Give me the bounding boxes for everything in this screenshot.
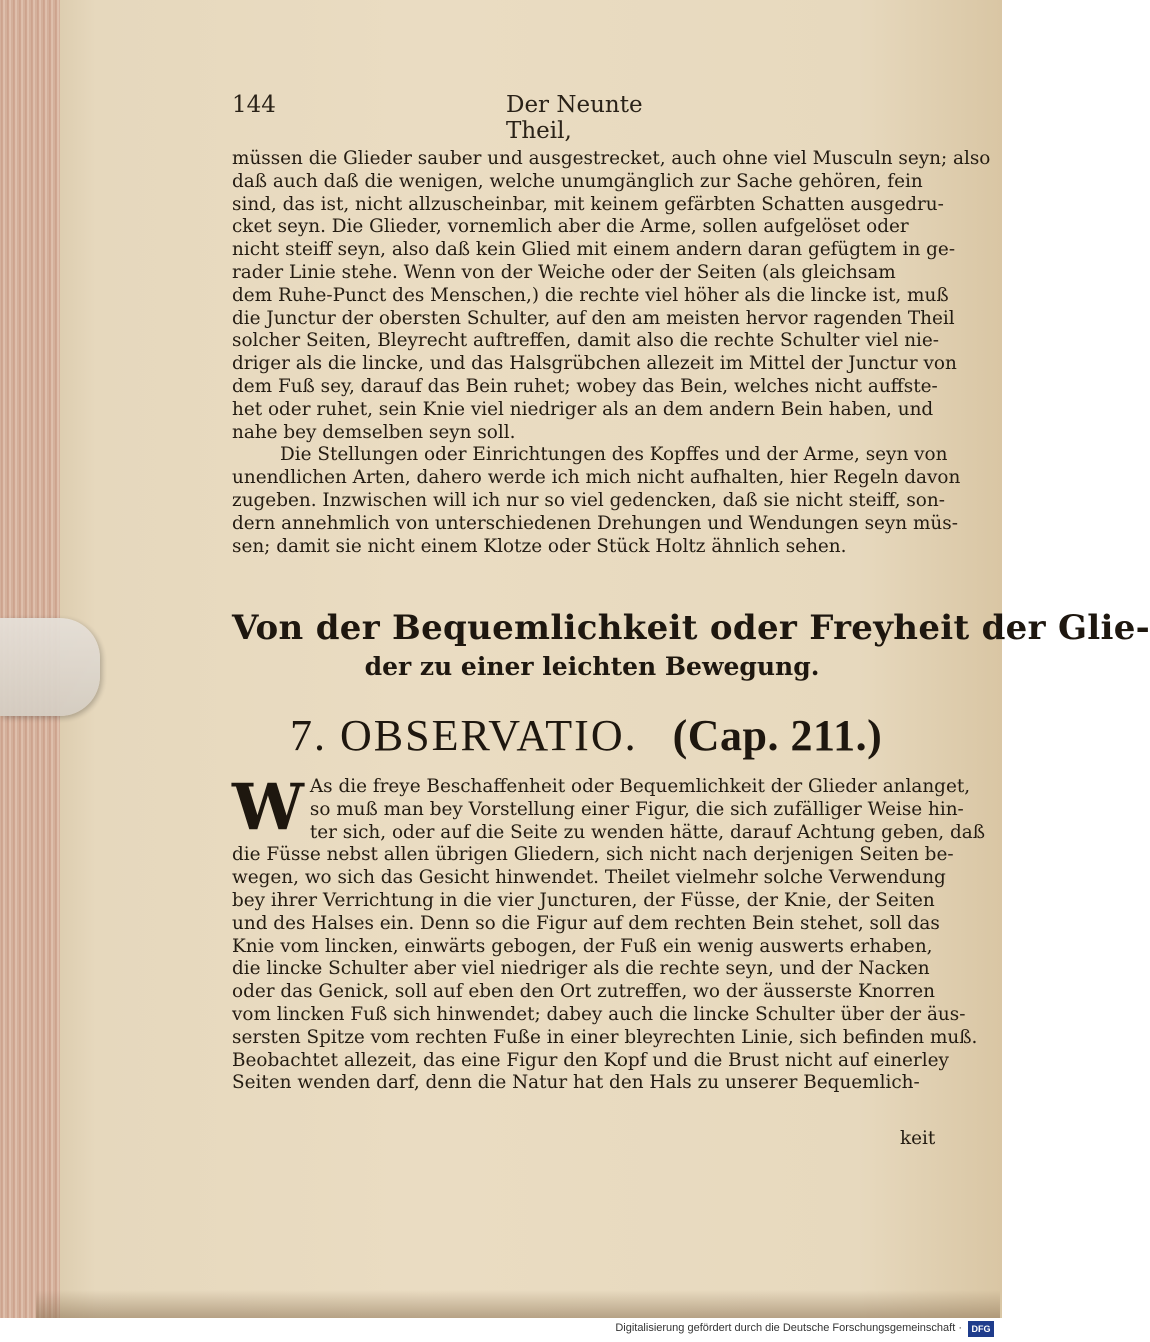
running-head: Der Neunte Theil, — [506, 92, 643, 144]
text-line: so muß man bey Vorstellung einer Figur, die sich zufälliger Weise hin- — [309, 798, 964, 820]
text-line: dem Ruhe-Punct des Menschen,) die rechte viel höher als die lincke ist, muß — [232, 284, 949, 306]
section-heading-line-2: der zu einer leichten Bewegung. — [364, 652, 820, 681]
section-heading-line-1: Von der Bequemlichkeit oder Freyheit der Glie- — [232, 608, 1150, 648]
text-line: Knie vom lincken, einwärts gebogen, der Fuß ein wenig auswerts erhaben, — [232, 935, 933, 957]
footer-bar — [0, 1318, 1000, 1342]
text-line: As die freye Beschaffenheit oder Bequemlichkeit der Glieder anlanget, — [309, 776, 971, 797]
text-line: nicht steiff seyn, also daß kein Glied mit einem andern daran gefügtem in ge- — [232, 239, 956, 261]
text-line: die Füsse nebst allen übrigen Gliedern, sich nicht nach derjenigen Seiten be- — [232, 844, 954, 866]
text-line: ter sich, oder auf die Seite zu wenden hätte, darauf Achtung geben, daß — [309, 821, 985, 843]
page-header — [232, 92, 702, 144]
text-line: bey ihrer Verrichtung in die vier Juncturen, der Füsse, der Knie, der Seiten — [232, 889, 935, 911]
text-line: Seiten wenden darf, denn die Natur hat den Hals zu unserer Bequemlich- — [232, 1072, 920, 1094]
paragraph-1 — [232, 148, 991, 558]
page-marker-tab — [0, 618, 100, 716]
chapter-reference: (Cap. 211.) — [672, 711, 883, 760]
text-line: daß auch daß die wenigen, welche unumgänglich zur Sache gehören, fein — [232, 170, 923, 192]
page-number: 144 — [232, 92, 276, 118]
observatio-label: 7. OBSERVATIO. — [290, 711, 638, 760]
text-line: dern annehmlich von unterschiedenen Drehungen und Wendungen seyn müs- — [232, 512, 958, 534]
text-line: Die Stellungen oder Einrichtungen des Kopffes und der Arme, seyn von — [280, 444, 948, 466]
text-line: sind, das ist, nicht allzuscheinbar, mit keinem gefärbten Schatten ausgedru- — [232, 193, 944, 215]
text-line: vom lincken Fuß sich hinwendet; dabey auch die lincke Schulter über der äus- — [232, 1003, 966, 1025]
text-line: rader Linie stehe. Wenn von der Weiche oder der Seiten (als gleichsam — [232, 261, 896, 283]
text-line: und des Halses ein. Denn so die Figur auf dem rechten Bein stehet, soll das — [232, 912, 940, 934]
catchword: keit — [900, 1128, 936, 1149]
text-line: cket seyn. Die Glieder, vornemlich aber die Arme, sollen aufgelöset oder — [232, 216, 909, 238]
text-line: nahe bey demselben seyn soll. — [232, 421, 516, 443]
observatio-heading — [290, 710, 910, 761]
drop-cap: W — [232, 770, 304, 845]
section-heading — [232, 606, 1150, 684]
text-line: zugeben. Inzwischen will ich nur so viel gedencken, daß sie nicht steiff, son- — [232, 489, 945, 511]
text-line: solcher Seiten, Bleyrecht auftreffen, damit also die rechte Schulter viel nie- — [232, 330, 940, 352]
text-line: müssen die Glieder sauber und ausgestrecket, auch ohne viel Musculn seyn; also — [232, 148, 991, 169]
text-line: unendlichen Arten, dahero werde ich mich nicht aufhalten, hier Regeln davon — [232, 467, 961, 489]
text-line: het oder ruhet, sein Knie viel niedriger als an dem andern Bein haben, und — [232, 398, 934, 420]
text-line: driger als die lincke, und das Halsgrübchen allezeit im Mittel der Junctur von — [232, 353, 957, 375]
paragraph-2 — [232, 770, 985, 1095]
dfg-logo: DFG — [968, 1321, 994, 1337]
text-line: die Junctur der obersten Schulter, auf den am meisten hervor ragenden Theil — [232, 307, 955, 329]
text-line: sen; damit sie nicht einem Klotze oder Stück Holtz ähnlich sehen. — [232, 535, 847, 557]
text-line: wegen, wo sich das Gesicht hinwendet. Theilet vielmehr solche Verwendung — [232, 867, 946, 889]
text-line: sersten Spitze vom rechten Fuße in einer bleyrechten Linie, sich befinden muß. — [232, 1026, 978, 1048]
text-line: oder das Genick, soll auf eben den Ort zutreffen, wo der äusserste Knorren — [232, 981, 936, 1003]
text-line: dem Fuß sey, darauf das Bein ruhet; wobey das Bein, welches nicht auffste- — [232, 375, 938, 397]
digitization-credit: Digitalisierung gefördert durch die Deutsche Forschungsgemeinschaft · — [615, 1322, 962, 1334]
text-line: die lincke Schulter aber viel niedriger als die rechte seyn, und der Nacken — [232, 958, 930, 980]
page-bottom-shadow — [36, 1290, 1000, 1318]
text-line: Beobachtet allezeit, das eine Figur den Kopf und die Brust nicht auf einerley — [232, 1049, 949, 1071]
